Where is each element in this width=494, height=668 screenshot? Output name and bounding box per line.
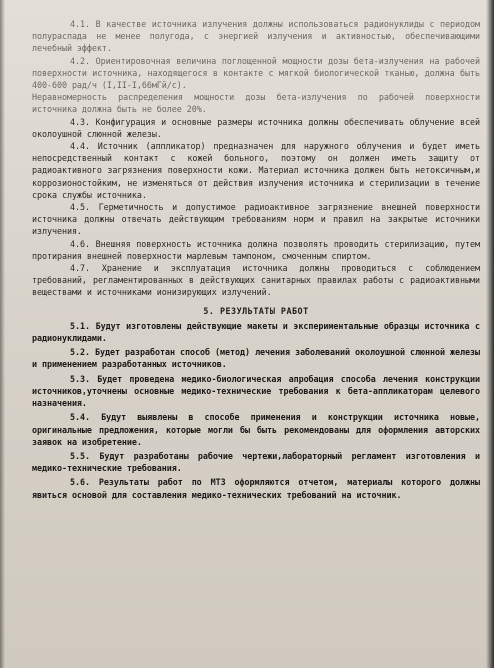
document-body — [32, 18, 480, 501]
paragraph-5-6: 5.6. Результаты работ по МТЗ оформляются отчетом, материалы которого должны явиться основой для составления медико-технических требований на источник. — [32, 477, 480, 500]
paragraph-4-6: 4.6. Внешняя поверхность источника должна позволять проводить стерилизацию, путем протирания внешней поверхности марлевым тампоном, смоченным спиртом. — [32, 238, 480, 261]
page-shadow-right — [486, 0, 494, 668]
paragraph-5-2: 5.2. Будет разработан способ (метод) лечения заболеваний околоушной слюнной железы и применением разработанных источников. — [32, 347, 480, 370]
paragraph-5-1: 5.1. Будут изготовлены действующие макеты и экспериментальные образцы источника с радионуклидами. — [32, 320, 480, 344]
paragraph-5-3: 5.3. Будет проведена медико-биологическая апробация способа лечения конструкции источников,уточнены основные медико-технические требования к бета-аппликаторам целевого назначения. — [32, 373, 480, 409]
paragraph-4-7: 4.7. Хранение и эксплуатация источника должны проводиться с соблюдением требований, регламентированных в действующих санитарных правилах работы с радиоактивными веществами и источниками ионизирующих излучений. — [32, 263, 480, 298]
paragraph-4-1: 4.1. В качестве источника излучения должны использоваться радионуклиды с периодом полураспада не менее полугода, с энергией излучения и активностью, обеспечивающими лечебный эффект. — [32, 19, 480, 54]
paragraph-5-5: 5.5. Будут разработаны рабочие чертежи,лабораторный регламент изготовления и медико-технические требования. — [32, 450, 480, 474]
paragraph-5-4: 5.4. Будут выявлены в способе применения и конструкции источника новые, оригинальные предложения, которые могли бы быть рекомендованы для оформления авторских заявок на изобретение. — [32, 412, 480, 447]
page-shadow-left — [0, 0, 5, 668]
paragraph-4-2: 4.2. Ориентировочная величина поглощенной мощности дозы бета-излучения на рабочей поверхности источника, находящегося в контакте с мягкой биологической тканью, должна быть 400-600 рад/ч (I,II-I,66мГй/с). — [32, 55, 480, 91]
section-5-title: 5. РЕЗУЛЬТАТЫ РАБОТ — [203, 305, 309, 316]
paragraph-4-3: 4.3. Конфигурация и основные размеры источника должны обеспечивать облучение всей околоушной слюнной железы. — [32, 116, 480, 139]
paragraph-4-2-nonuniformity: Неравномерность распределения мощности дозы бета-излучения по рабочей поверхности источника должна быть не более 20%. — [32, 92, 480, 115]
paragraph-4-4: 4.4. Источник (аппликатор) предназначен для наружного облучения и будет иметь непосредственный контакт с кожей больного, поэтому он должен иметь защиту от радиоактивного загрязнения поверхности кожи. Материал источника должен быть нетоксичным,и коррозионостойким, не изменяться от действия излучения источника и стерилизации в течение срока службы источника. — [32, 141, 480, 200]
paragraph-4-5: 4.5. Герметичность и допустимое радиоактивное загрязнение внешней поверхности источника должны отвечать действующим требованиям норм и правил на закрытые источники излучения. — [32, 202, 480, 237]
